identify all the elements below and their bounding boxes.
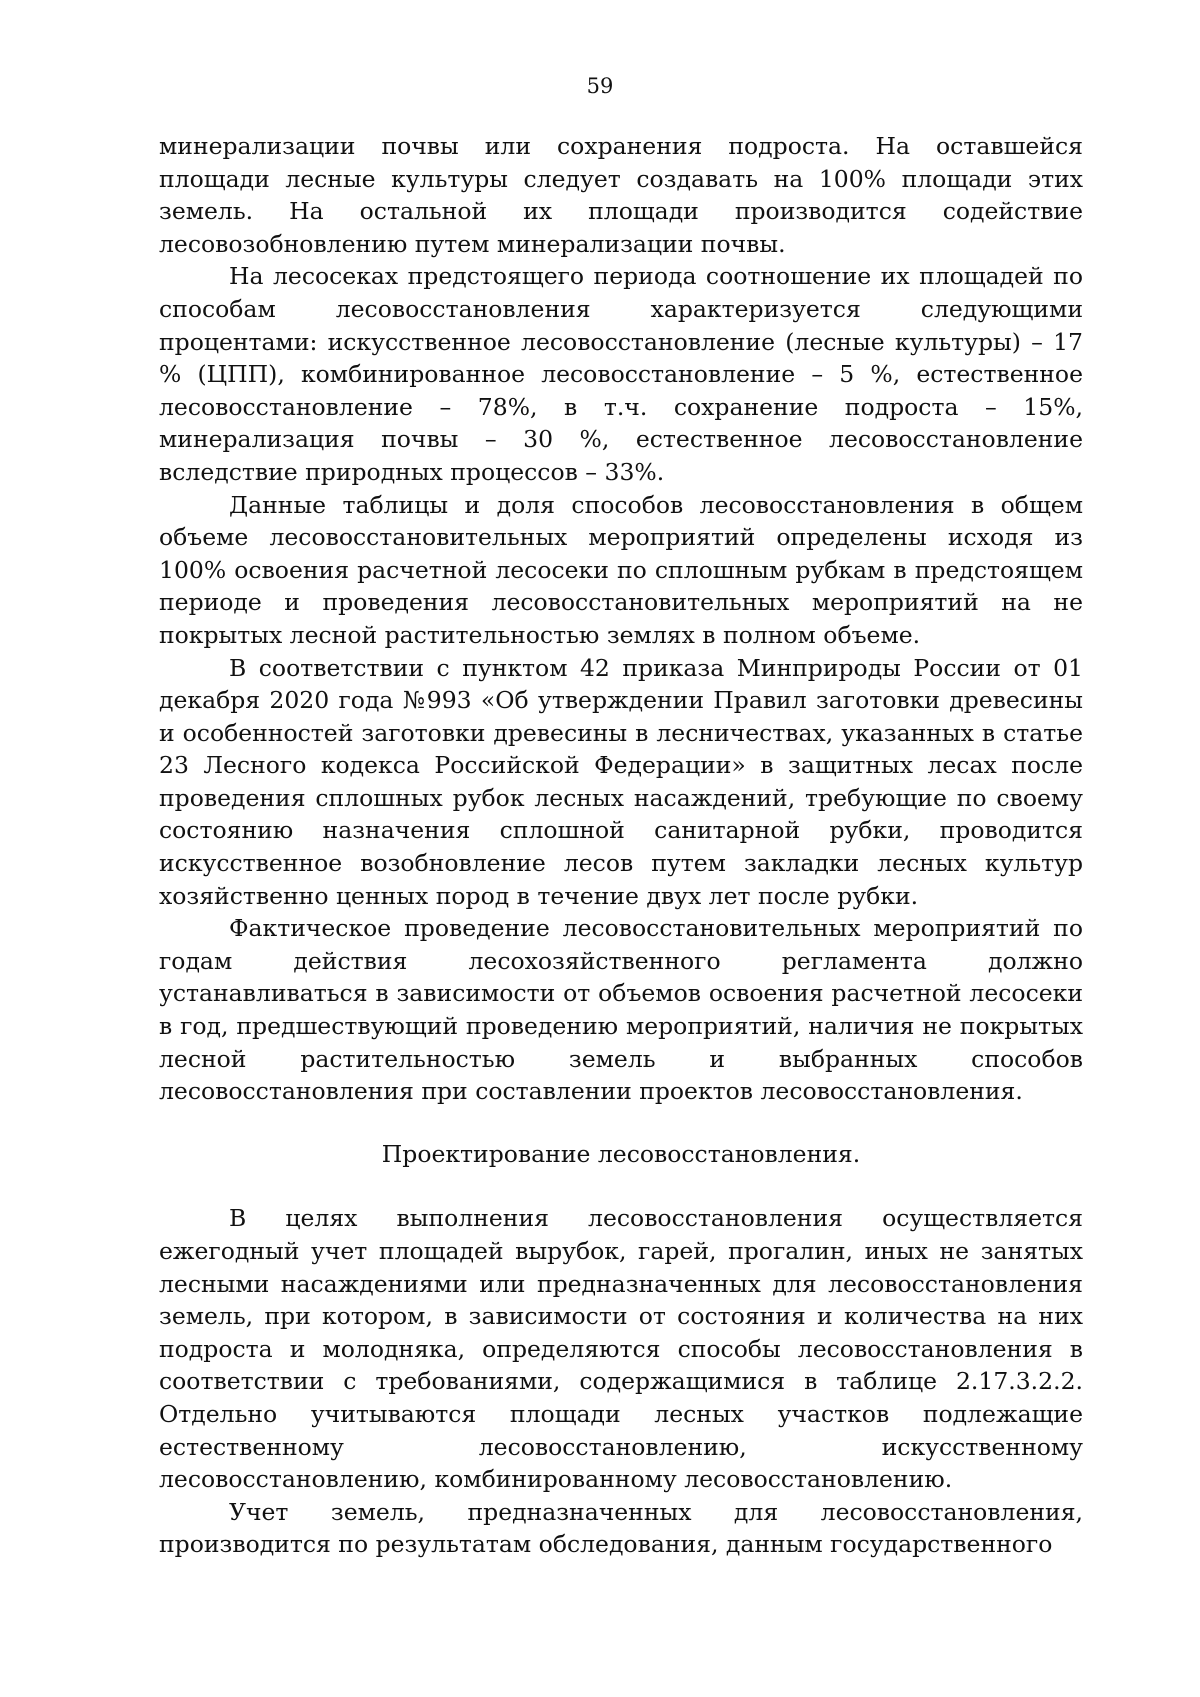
paragraph-reforestation-ratio: На лесосеках предстоящего периода соотношение их площадей по способам лесовосстановления характеризуется следующими процентами: искусственное лесовосстановление (лесные культуры) – 17 % (ЦПП), комбинированное лесовосстановление – 5 %, естественное лесовосстановление – 78%, в т.ч. сохранение подроста – 15%, минерализация почвы – 30 %, естественное лесовосстановление вследствие природных процессов – 33%.: [159, 262, 1083, 486]
paragraph-land-accounting: Учет земель, предназначенных для лесовосстановления, производится по результатам обследования, данным государственного: [159, 1497, 1083, 1559]
page-number: 59: [586, 74, 614, 98]
paragraph-continuation: минерализации почвы или сохранения подроста. На оставшейся площади лесные культуры следует создавать на 100% площади этих земель. На остальной их площади производится содействие лесовозобновлению путем минерализации почвы.: [159, 132, 1083, 258]
paragraph-order-reference: В соответствии с пунктом 42 приказа Минприроды России от 01 декабря 2020 года №993 «Об утверждении Правил заготовки древесины и особенностей заготовки древесины в лесничествах, указанных в статье 23 Лесного кодекса Российской Федерации» в защитных лесах после проведения сплошных рубок лесных насаждений, требующие по своему состоянию назначения сплошной санитарной рубки, проводится искусственное возобновление лесов путем закладки лесных культур хозяйственно ценных пород в течение двух лет после рубки.: [159, 653, 1083, 910]
paragraph-table-basis: Данные таблицы и доля способов лесовосстановления в общем объеме лесовосстановительных мероприятий определены исходя из 100% освоения расчетной лесосеки по сплошным рубкам в предстоящем периоде и проведения лесовосстановительных мероприятий на не покрытых лесной растительностью землях в полном объеме.: [159, 490, 1083, 649]
document-body: [159, 130, 1083, 1561]
paragraph-annual-accounting: В целях выполнения лесовосстановления осуществляется ежегодный учет площадей вырубок, гарей, прогалин, иных не занятых лесными насаждениями или предназначенных для лесовосстановления земель, при котором, в зависимости от состояния и количества на них подроста и молодняка, определяются способы лесовосстановления в соответствии с требованиями, содержащимися в таблице 2.17.3.2.2. Отдельно учитываются площади лесных участков подлежащие естественному лесовосстановлению, искусственному лесовосстановлению, комбинированному лесовосстановлению.: [159, 1204, 1083, 1494]
paragraph-actual-measures: Фактическое проведение лесовосстановительных мероприятий по годам действия лесохозяйственного регламента должно устанавливаться в зависимости от объемов освоения расчетной лесосеки в год, предшествующий проведению мероприятий, наличия не покрытых лесной растительностью земель и выбранных способов лесовосстановления при составлении проектов лесовосстановления.: [159, 914, 1083, 1106]
section-heading: Проектирование лесовосстановления.: [381, 1139, 861, 1168]
